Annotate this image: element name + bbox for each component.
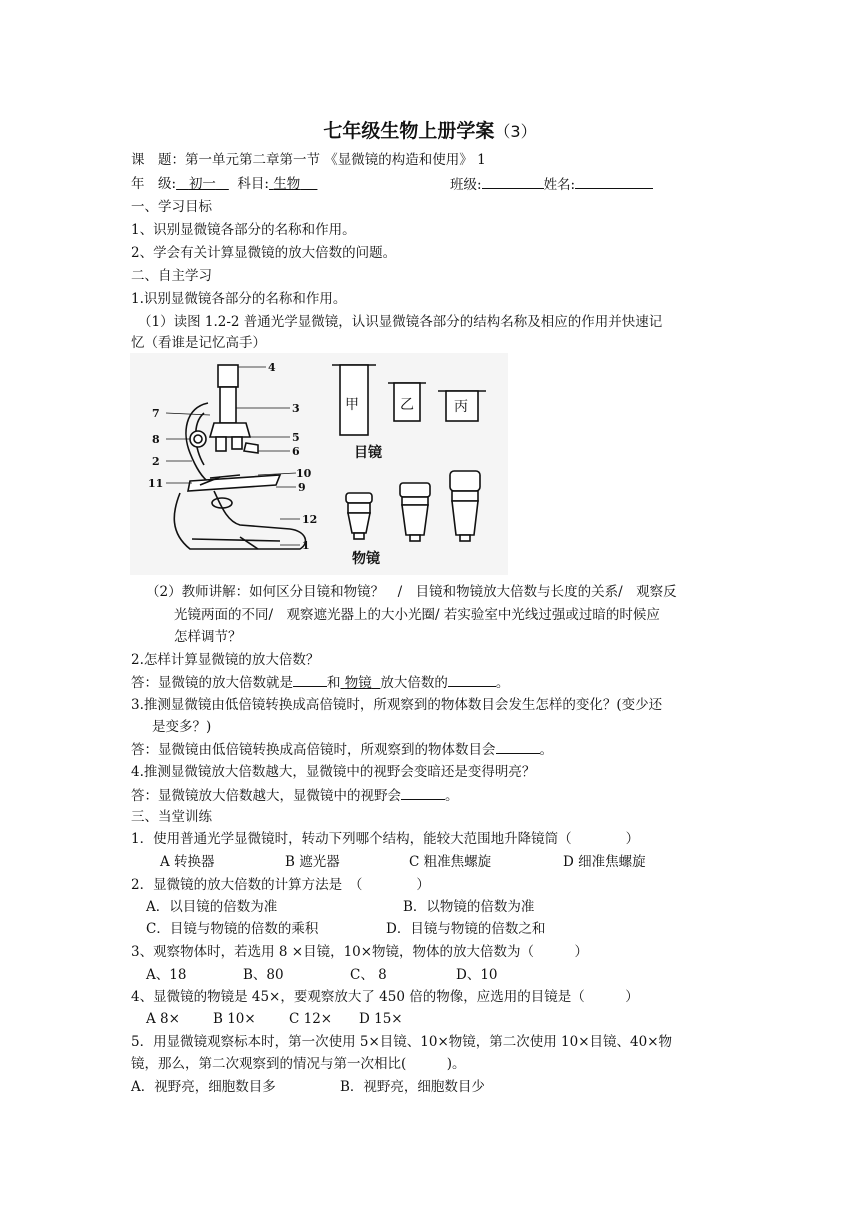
eyepiece-yi: 乙: [400, 397, 414, 413]
info-line: [131, 174, 576, 194]
label-7: 7: [152, 407, 160, 420]
exercise-1-option-a: A 转换器: [160, 854, 215, 870]
objective-caption: 物镜: [352, 551, 380, 567]
topic-text: 第一单元第二章第一节 《显微镜的构造和使用》 1: [185, 152, 486, 168]
label-1: 1: [302, 539, 310, 552]
eyepiece-jia: 甲: [345, 397, 359, 413]
name-label: 姓名:: [543, 177, 576, 193]
exercise-1-option-c: C 粗准焦螺旋: [409, 854, 492, 870]
label-3: 3: [292, 402, 300, 415]
eyepiece-caption: 目镜: [354, 445, 382, 461]
subject-value: 生物: [273, 176, 301, 192]
exercise-5-option-a: A．视野亮，细胞数目多: [131, 1079, 276, 1095]
exercise-2-option-a: A．以目镜的倍数为准: [146, 899, 278, 915]
answer-2-3: 答：显微镜由低倍镜转换成高倍镜时，所观察到的物体数目会 。: [131, 739, 553, 760]
topic-label: 课 题：: [131, 152, 185, 168]
section1-heading: 一、学习目标: [131, 199, 212, 215]
paragraph-1b: 忆（看谁是记忆高手）: [131, 335, 266, 351]
exercise-2: 2．显微镜的放大倍数的计算方法是 （ ）: [131, 877, 430, 893]
label-9: 9: [298, 481, 306, 494]
exercise-2-option-c: C．目镜与物镜的倍数的乘积: [146, 921, 319, 937]
exercise-3-option-c: C、 8: [350, 967, 387, 983]
label-8: 8: [152, 433, 160, 446]
label-4: 4: [268, 361, 276, 374]
goal-item-2: 2、学会有关计算显微镜的放大倍数的问题。: [131, 245, 397, 261]
answer-2-4: 答：显微镜放大倍数越大，显微镜中的视野会 。: [131, 785, 459, 806]
exercise-3-option-a: A、18: [146, 967, 187, 983]
label-2: 2: [152, 455, 160, 468]
title-number: （3）: [494, 122, 537, 141]
exercise-4-option-c: C 12×: [289, 1011, 333, 1027]
exercise-4-option-d: D 15×: [359, 1011, 403, 1027]
section2-heading: 二、自主学习: [131, 268, 212, 284]
microscope-figure: [130, 353, 508, 575]
label-11: 11: [148, 477, 164, 490]
exercise-1: 1．使用普通光学显微镜时，转动下列哪个结构，能较大范围地升降镜筒（ ）: [131, 831, 640, 847]
paragraph-2c: 怎样调节？: [174, 629, 242, 645]
name-blank: [575, 174, 653, 189]
exercise-3-option-d: D、10: [456, 967, 498, 983]
label-10: 10: [296, 467, 312, 480]
paragraph-2b: 光镜两面的不同/ 观察遮光器上的大小光圈/ 若实验室中光线过强或过暗的时候应: [174, 607, 660, 623]
objective-word: 物镜: [344, 675, 372, 691]
exercise-3-option-b: B、80: [243, 967, 284, 983]
goal-item-1: 1、识别显微镜各部分的名称和作用。: [131, 222, 356, 238]
exercise-4-option-a: A 8×: [146, 1011, 180, 1027]
exercise-4-option-b: B 10×: [213, 1011, 256, 1027]
label-12: 12: [302, 513, 318, 526]
exercise-5a: 5．用显微镜观察标本时，第一次使用 5×目镜、10×物镜，第二次使用 10×目镜、40×物: [131, 1034, 673, 1050]
subject-label: 科目:: [237, 176, 269, 192]
grade-value: 初一: [188, 176, 216, 192]
answer-2-2: 答：显微镜的放大倍数就是 和 物镜 放大倍数的 。: [131, 672, 509, 693]
question-2-1: 1.识别显微镜各部分的名称和作用。: [131, 291, 347, 307]
class-blank: [482, 174, 544, 189]
answer-blank-eyepiece: [293, 672, 327, 687]
question-2-3a: 3.推测显微镜由低倍镜转换成高倍镜时，所观察到的物体数目会发生怎样的变化？(变少还: [131, 697, 663, 713]
class-label: 班级:: [450, 177, 482, 193]
page-title: 七年级生物上册学案（3）: [323, 120, 537, 142]
exercise-4: 4、显微镜的物镜是 45×，要观察放大了 450 倍的物像，应选用的目镜是（ ）: [131, 989, 639, 1005]
exercise-5-option-b: B．视野亮，细胞数目少: [340, 1079, 485, 1095]
microscope-diagram: [130, 353, 508, 575]
question-2-2: 2.怎样计算显微镜的放大倍数？: [131, 652, 320, 668]
class-field: [450, 174, 653, 195]
label-6: 6: [292, 445, 300, 458]
paragraph-2a: （2）教师讲解：如何区分目镜和物镜？ / 目镜和物镜放大倍数与长度的关系/ 观察反: [146, 584, 677, 600]
exercise-1-option-d: D 细准焦螺旋: [563, 854, 646, 870]
paragraph-1a: （1）读图 1.2-2 普通光学显微镜，认识显微镜各部分的结构名称及相应的作用并快速记: [138, 314, 663, 330]
exercise-2-option-b: B．以物镜的倍数为准: [403, 899, 535, 915]
exercise-5b: 镜，那么，第二次观察到的情况与第一次相比( )。: [131, 1056, 466, 1072]
eyepiece-bing: 丙: [454, 399, 468, 415]
topic-line: [131, 150, 486, 170]
exercise-3: 3、观察物体时，若选用 8 ×目镜，10×物镜，物体的放大倍数为（ ）: [131, 944, 589, 960]
label-5: 5: [292, 431, 300, 444]
exercise-1-option-b: B 遮光器: [285, 854, 340, 870]
question-2-4: 4.推测显微镜放大倍数越大，显微镜中的视野会变暗还是变得明亮？: [131, 764, 536, 780]
grade-label: 年 级:: [131, 176, 177, 192]
answer-blank-product: [448, 672, 496, 687]
exercise-2-option-d: D．目镜与物镜的倍数之和: [386, 921, 546, 937]
question-2-3b: 是变多？): [152, 719, 212, 735]
answer-blank-brightness: [401, 785, 445, 800]
section3-heading: 三、当堂训练: [131, 809, 212, 825]
answer-blank-count: [496, 739, 540, 754]
